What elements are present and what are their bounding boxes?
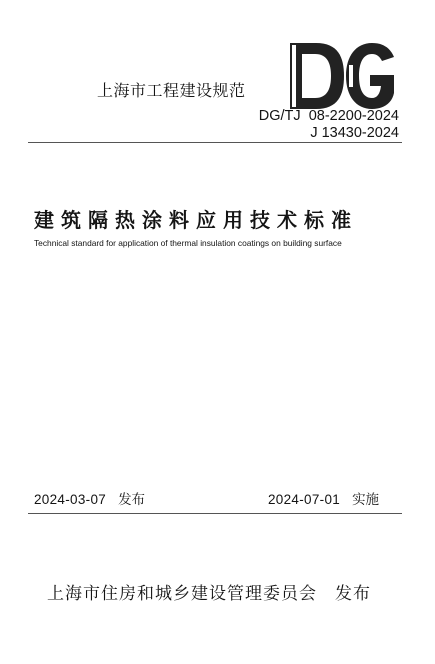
publisher-label: 发布 xyxy=(335,584,371,604)
implement-label: 实施 xyxy=(352,492,380,508)
document-title-english: Technical standard for application of thermal insulation coatings on building surface xyxy=(34,238,342,248)
issue-date-line xyxy=(34,488,145,508)
issue-date: 2024-03-07 xyxy=(34,492,107,507)
dg-logo xyxy=(286,41,398,111)
implement-date: 2024-07-01 xyxy=(268,492,341,507)
publisher-name: 上海市住房和城乡建设管理委员会 xyxy=(47,584,317,604)
implement-date-line xyxy=(268,488,379,508)
issue-label: 发布 xyxy=(118,492,146,508)
document-title-chinese: 建筑隔热涂料应用技术标准 xyxy=(34,208,358,232)
publisher-line xyxy=(47,579,371,604)
standard-code-block xyxy=(179,108,399,142)
record-number: J 13430-2024 xyxy=(310,125,399,141)
top-divider xyxy=(28,142,402,143)
bottom-divider xyxy=(28,513,402,514)
standard-number: DG/TJ 08-2200-2024 xyxy=(258,108,399,124)
series-title: 上海市工程建设规范 xyxy=(97,81,246,100)
